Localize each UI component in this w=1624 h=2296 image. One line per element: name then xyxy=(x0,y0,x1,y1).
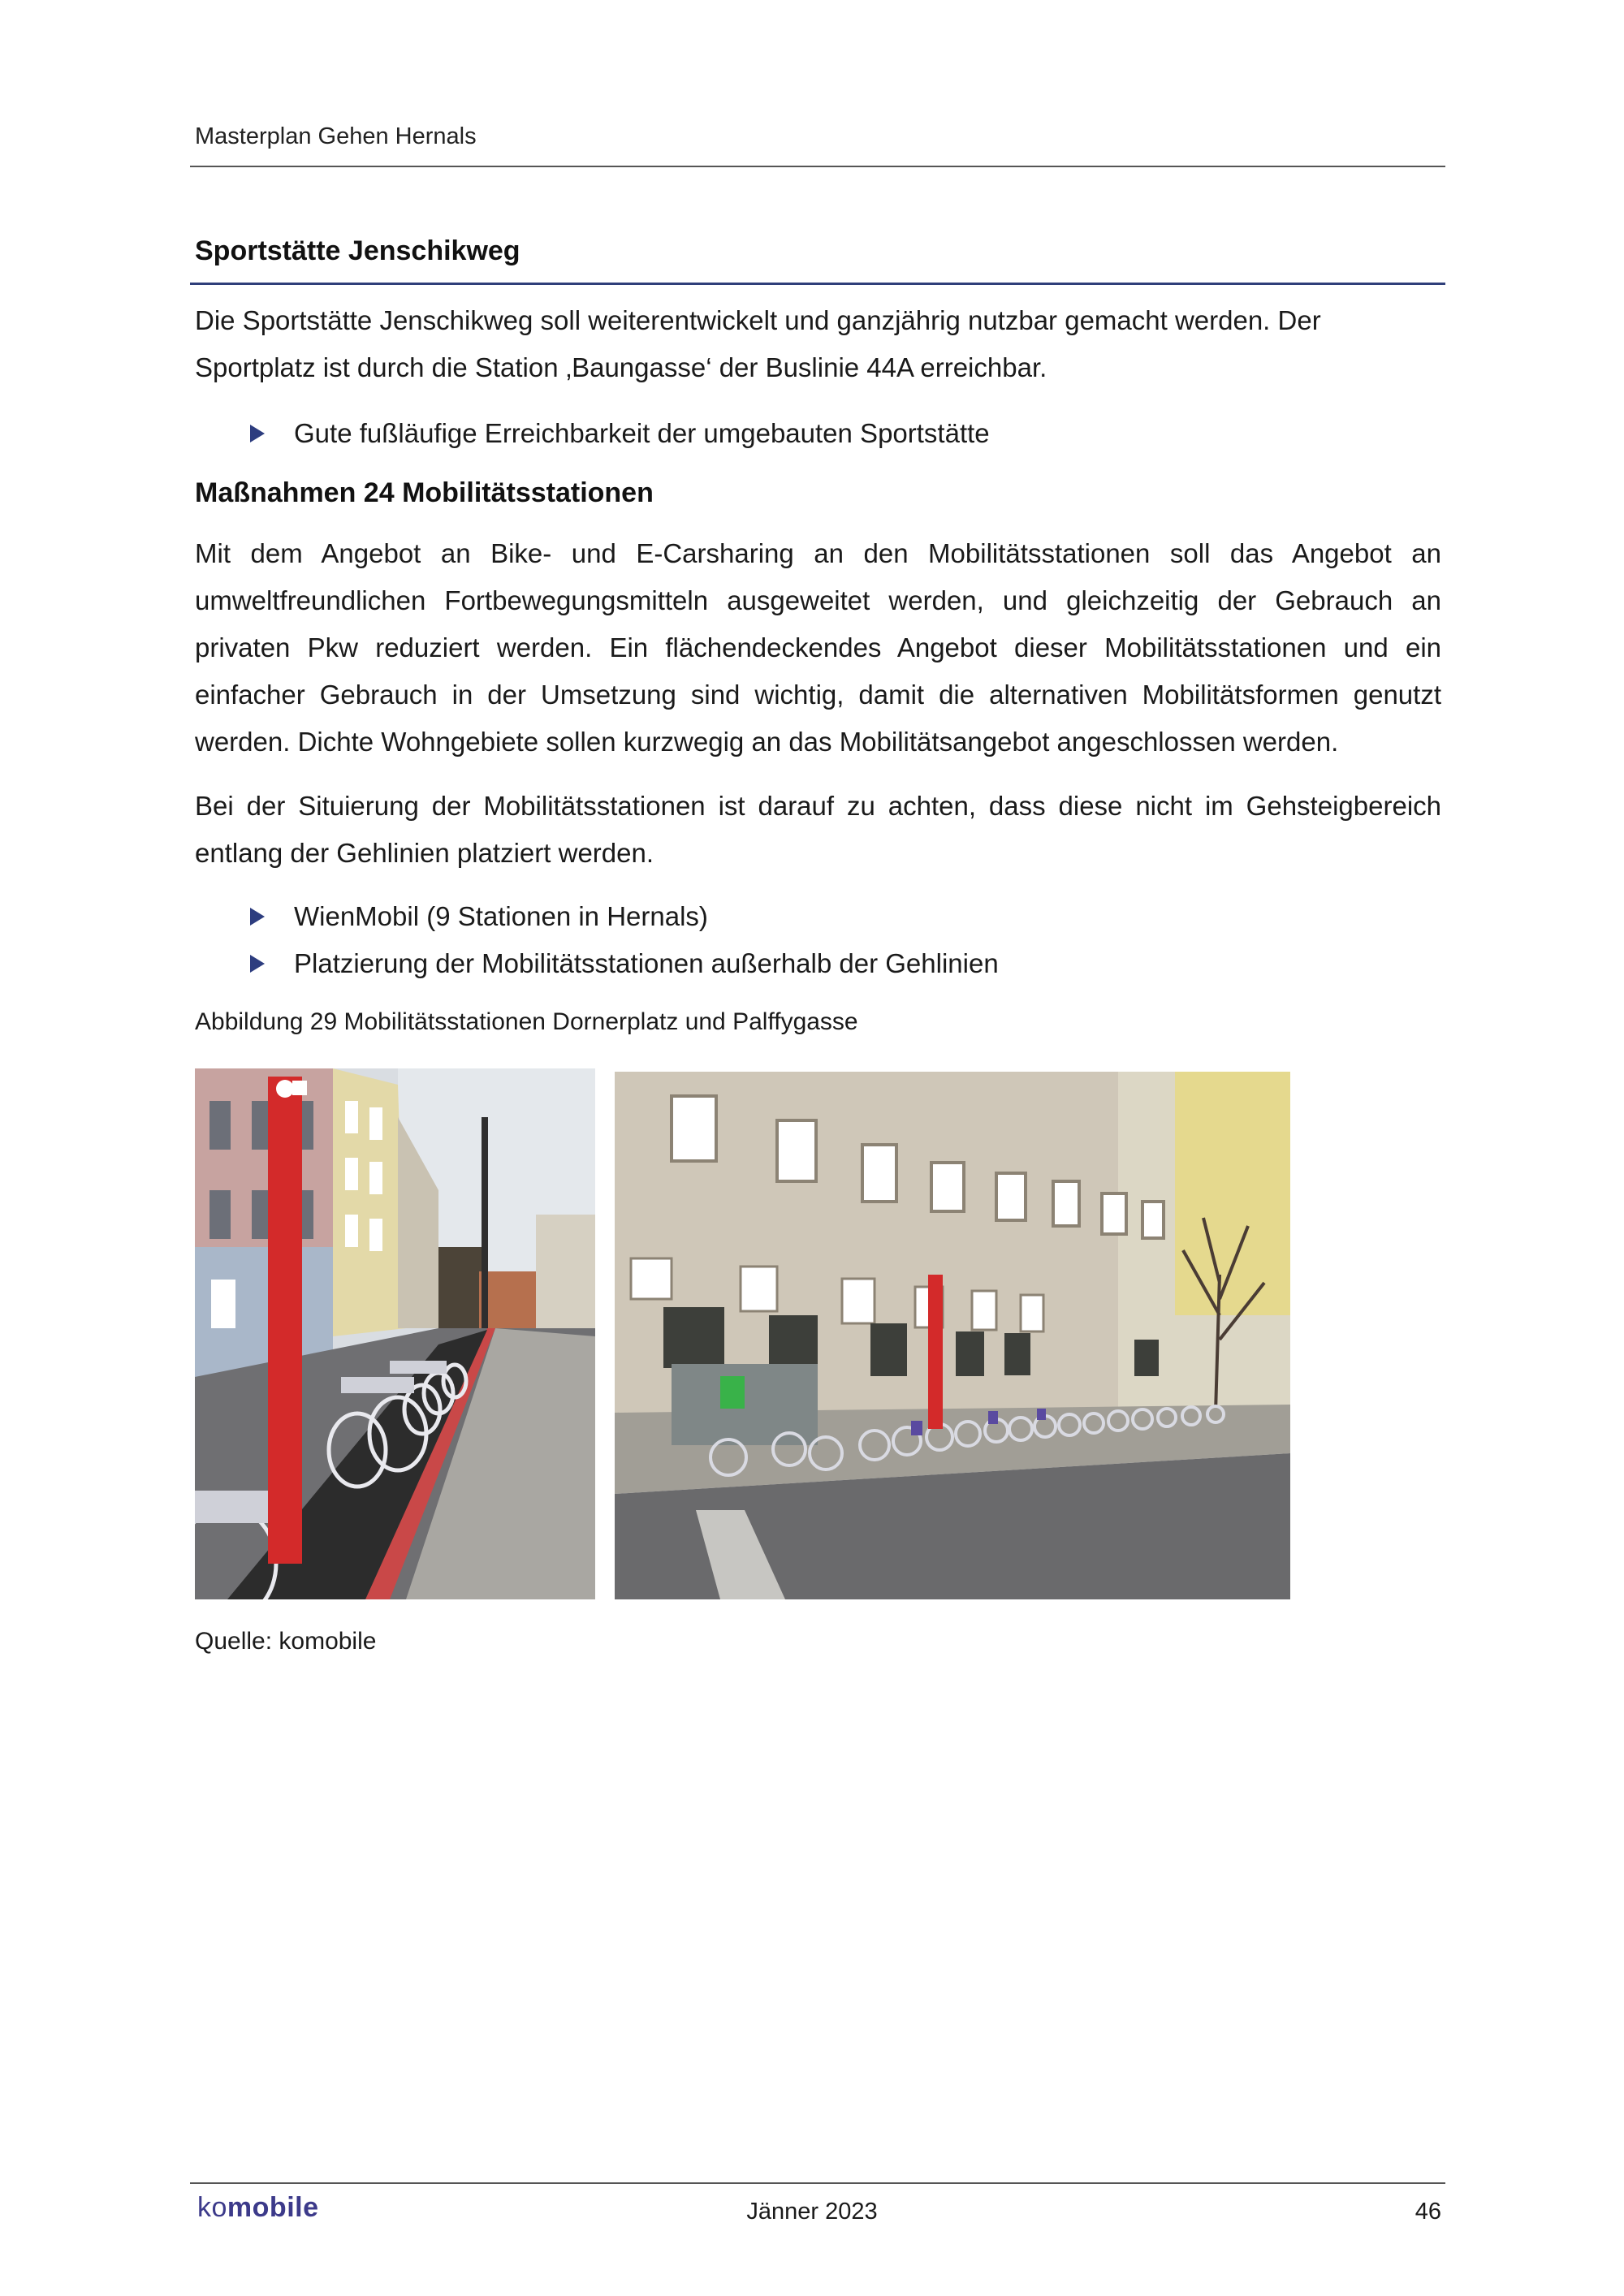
paragraph-sportstaette-line1: Die Sportstätte Jenschikweg soll weiterentwickelt und ganzjährig nutzbar gemacht werden. Der xyxy=(195,305,1321,335)
document-title: Masterplan Gehen Hernals xyxy=(195,123,477,149)
figure-caption: Abbildung 29 Mobilitätsstationen Dornerplatz und Palffygasse xyxy=(195,1008,858,1035)
bullet-triangle-icon xyxy=(250,425,265,442)
bullet-triangle-icon xyxy=(250,908,265,926)
section-divider xyxy=(190,283,1445,285)
header-divider xyxy=(190,166,1445,167)
footer-divider xyxy=(190,2182,1445,2184)
section-heading-mobilitaetsstationen: Maßnahmen 24 Mobilitätsstationen xyxy=(195,477,654,508)
photo-dornerplatz xyxy=(195,1068,595,1599)
figure-source: Quelle: komobile xyxy=(195,1628,377,1655)
paragraph-mobilitaet-2: Bei der Situierung der Mobilitätsstationen ist darauf zu achten, dass diese nicht im Gehsteigbereich entlang der Gehlinien platziert werden. xyxy=(195,791,1441,868)
section-heading-sportstaette: Sportstätte Jenschikweg xyxy=(195,235,520,266)
paragraph-mobilitaet-1: Mit dem Angebot an Bike- und E-Carsharing an den Mobilitätsstationen soll das Angebot an umweltfreundlichen Fortbewegungsmitteln ausgeweitet werden, und gleichzeitig der Gebrauch an privaten Pkw reduziert werden. Ein flächendeckendes Angebot dieser Mobilitätsstationen und ein einfacher Gebrauch in der Umsetzung sind wichtig, damit die alternativen Mobilitätsformen genutzt werden. Dichte Wohngebiete sollen kurzwegig an das Mobilitätsangebot angeschlossen werden. xyxy=(195,538,1441,757)
bullet-triangle-icon xyxy=(250,955,265,973)
komobile-logo: komobile xyxy=(197,2192,319,2223)
footer-date: Jänner 2023 xyxy=(746,2199,878,2225)
photo-palffygasse xyxy=(615,1072,1290,1599)
page-number: 46 xyxy=(1415,2199,1441,2225)
paragraph-sportstaette-line2: Sportplatz ist durch die Station ‚Baungasse‘ der Buslinie 44A erreichbar. xyxy=(195,352,1047,382)
